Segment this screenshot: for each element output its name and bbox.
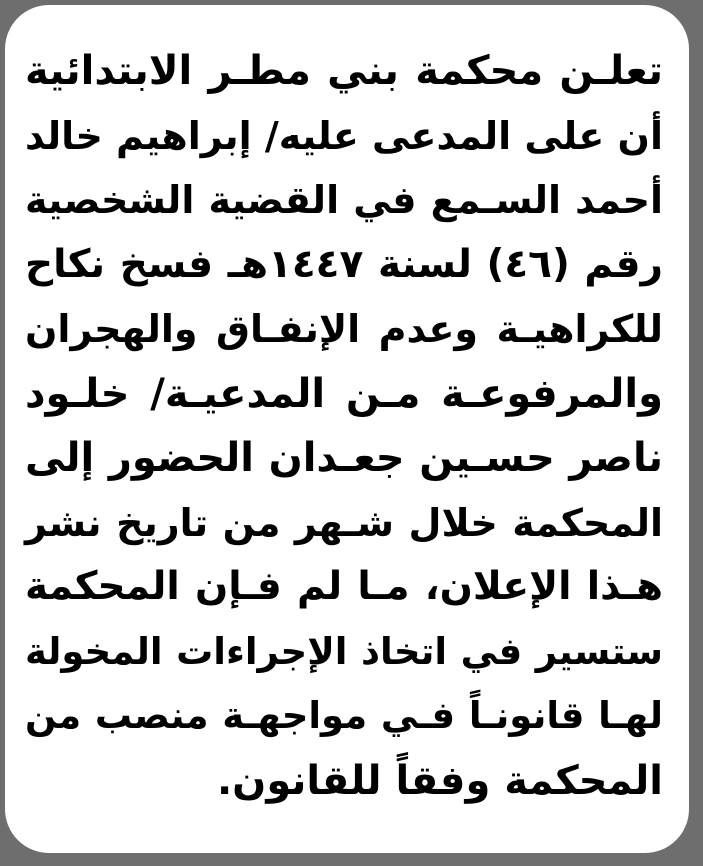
notice-body <box>25 39 663 813</box>
notice-line-7: ناصر حسـين جعـدان الحضور إلى <box>25 435 663 481</box>
notice-line-12: المحكمة وفقاً للقانون. <box>216 757 663 804</box>
notice-line-1: تعلـن محكمة بني مطـر الابتدائية <box>25 48 663 94</box>
notice-line-5: للكراهيـة وعدم الإنفـاق والهجران <box>25 307 663 351</box>
notice-card <box>5 5 689 853</box>
notice-line-2: أن على المدعى عليه/ إبراهيم خالد <box>24 113 663 158</box>
notice-line-6: والمرفوعـة مـن المدعيـة/ خلـود <box>25 370 663 417</box>
notice-line-11: لهـا قانونـاً فـي مواجهـة منصب من <box>25 694 663 737</box>
notice-line-4: رقم (٤٦) لسنة ١٤٤٧هـ فسخ نكاح <box>25 241 663 287</box>
notice-line-3: أحمد السـمع في القضية الشخصية <box>25 178 663 222</box>
notice-line-9: هـذا الإعلان، مـا لم فـإن المحكمة <box>25 564 663 609</box>
notice-line-8: المحكمة خلال شـهر من تاريخ نشر <box>25 500 663 545</box>
notice-line-10: ستسير في اتخاذ الإجراءات المخولة <box>25 629 663 673</box>
